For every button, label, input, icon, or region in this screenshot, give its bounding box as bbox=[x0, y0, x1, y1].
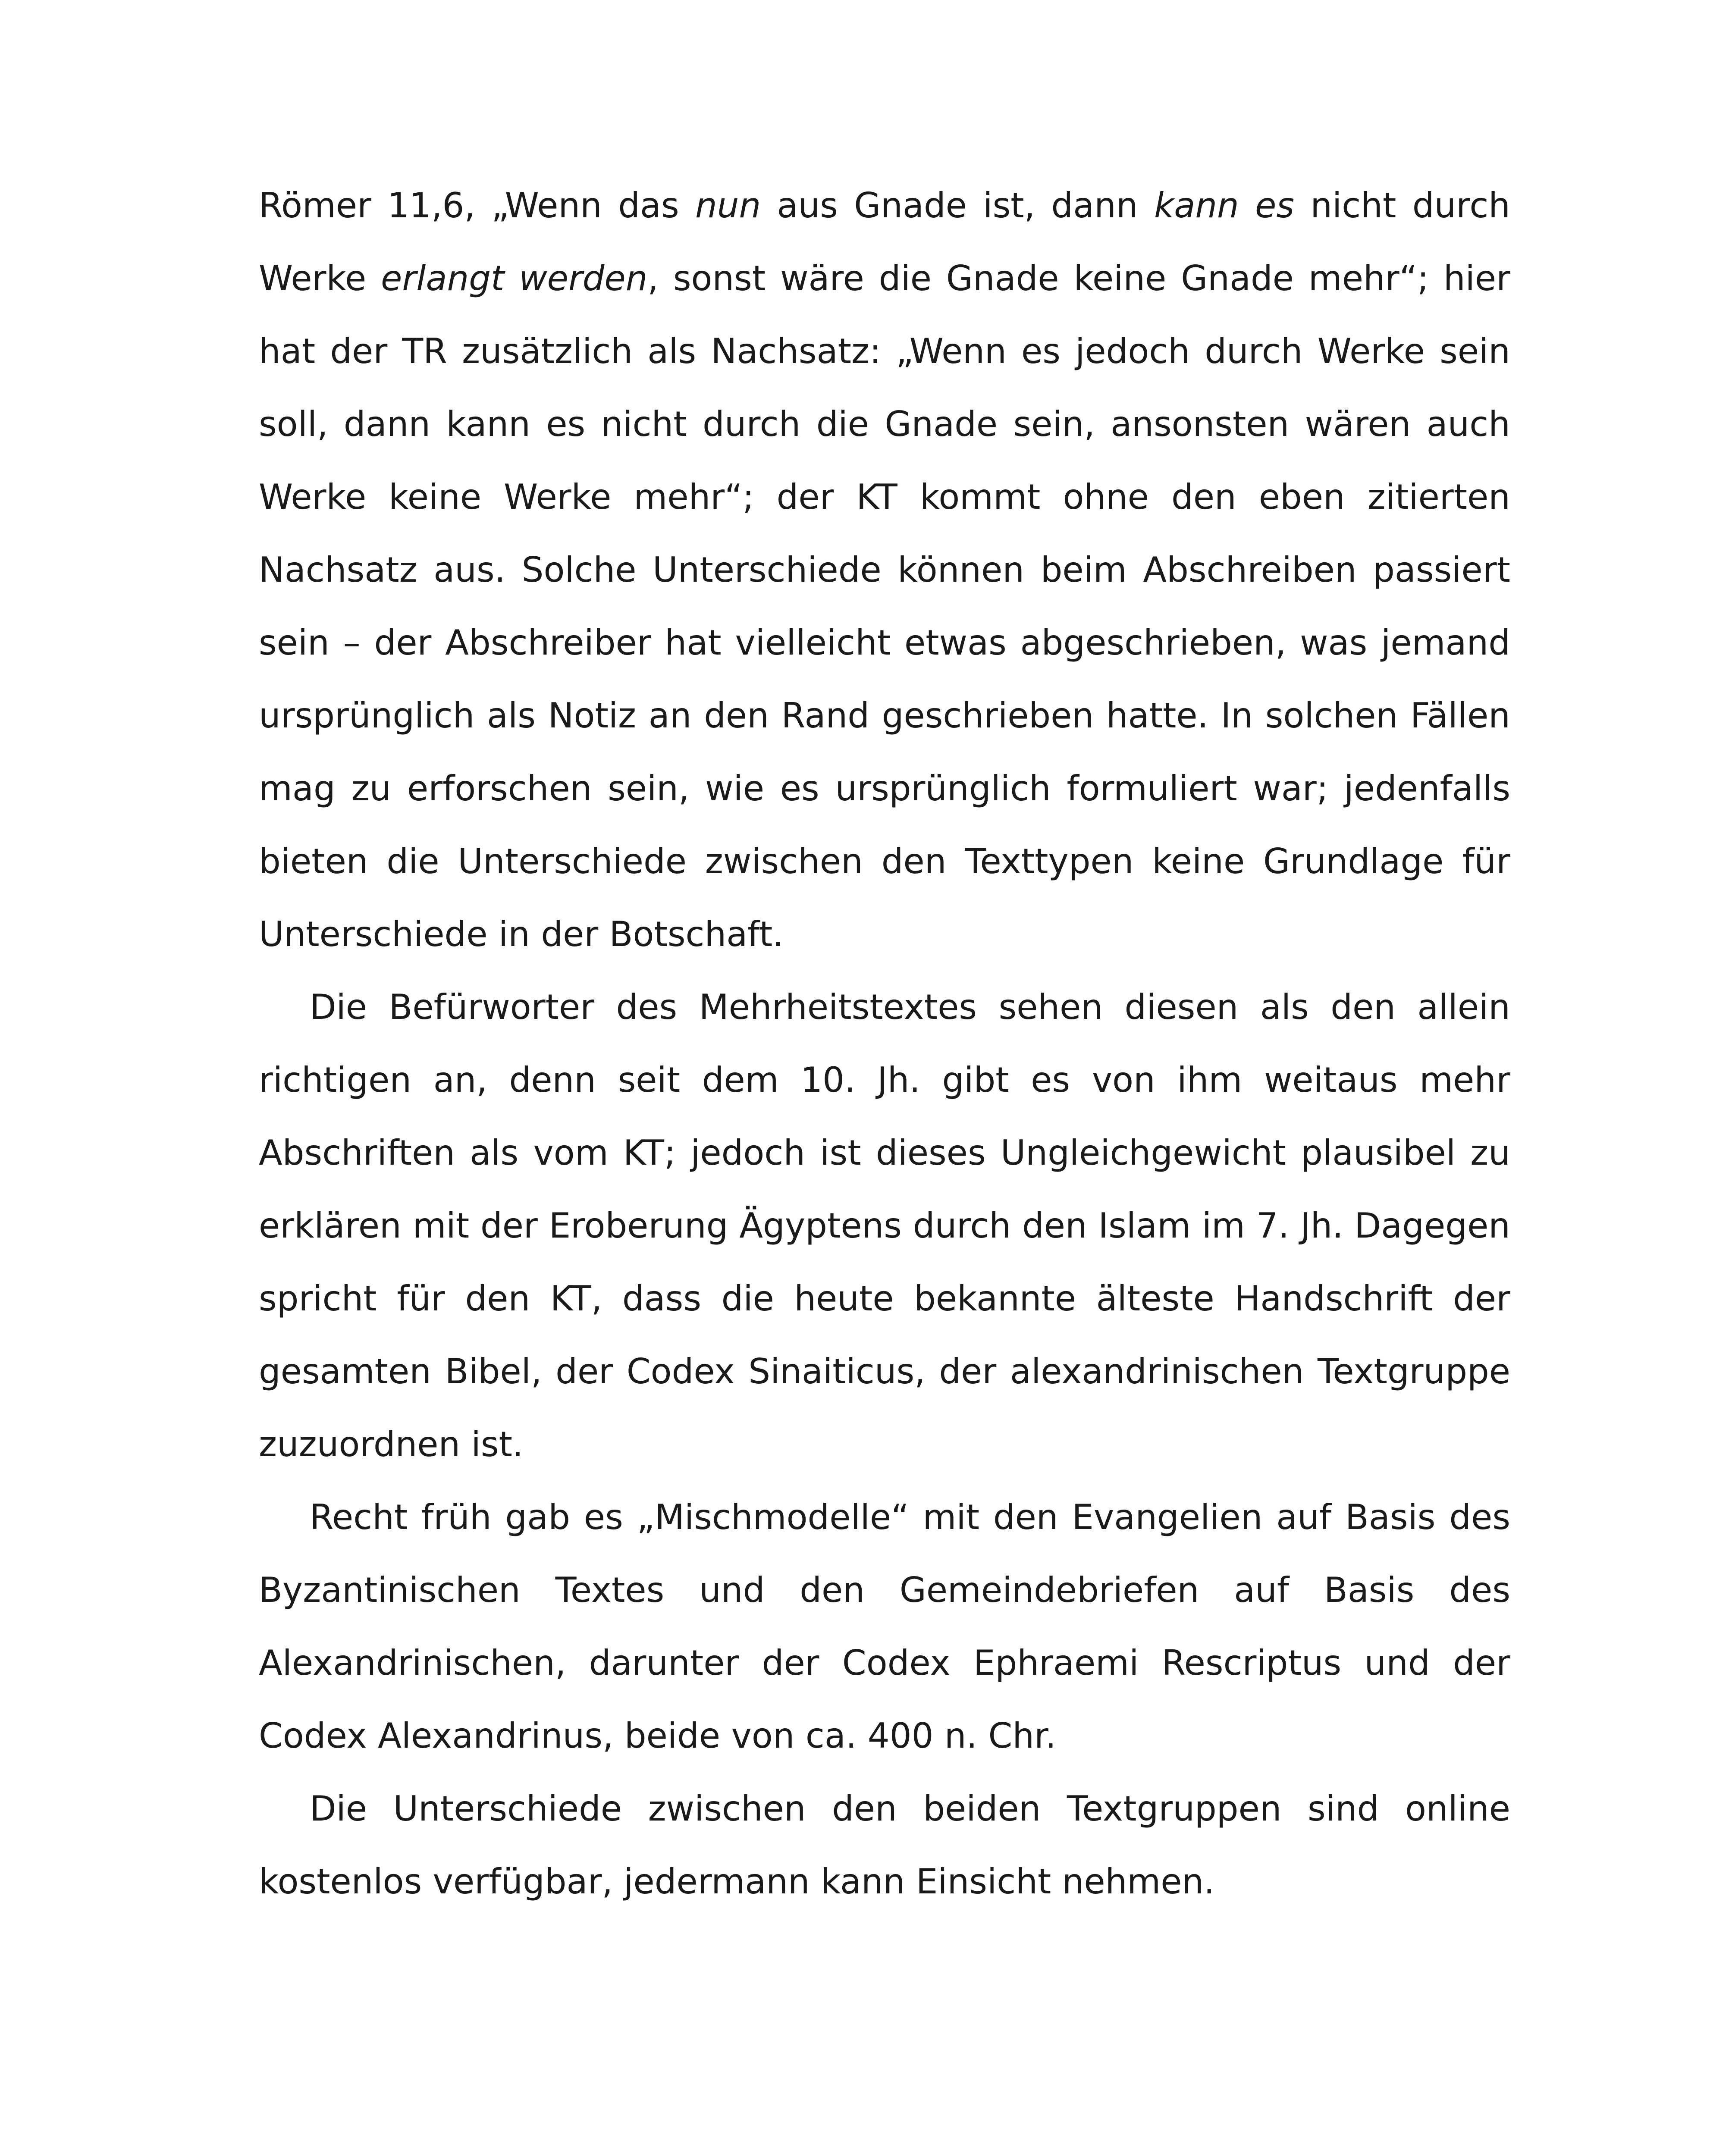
paragraph-4 bbox=[259, 1772, 1510, 1918]
text-segment: Recht früh gab es „Mischmodelle“ mit den Evangelien auf Basis des Byzantinischen Textes und den Gemeindebriefen auf Basis des Alexandrinischen, darunter der Codex Ephraemi Rescriptus und der Codex Alexandrinus, beide von ca. 400 n. Chr. bbox=[259, 1497, 1510, 1756]
text-segment: aus Gnade ist, dann bbox=[761, 185, 1154, 226]
text-segment: Die Unterschiede zwischen den beiden Textgruppen sind online kostenlos verfügbar, jedermann kann Einsicht nehmen. bbox=[259, 1789, 1510, 1902]
italic-segment: kann es bbox=[1154, 185, 1294, 226]
text-segment: nicht durch Werke bbox=[259, 185, 1510, 298]
text-segment: Die Befürworter des Mehrheitstextes sehen diesen als den allein richtigen an, denn seit dem 10. Jh. gibt es von ihm weitaus mehr Abschriften als vom KT; jedoch ist dieses Ungleichgewicht plausibel zu erklären mit der Eroberung Ägyptens durch den Islam im 7. Jh. Dagegen spricht für den KT, dass die heute bekannte älteste Handschrift der gesamten Bibel, der Codex Sinaiticus, der alexandrinischen Textgruppe zuzuordnen ist. bbox=[259, 987, 1510, 1464]
paragraph-1 bbox=[259, 169, 1510, 971]
body-text bbox=[259, 169, 1510, 1918]
italic-segment: nun bbox=[695, 185, 761, 226]
text-segment: , sonst wäre die Gnade keine Gnade mehr“; hier hat der TR zusätzlich als Nachsatz: „Wenn es jedoch durch Werke sein soll, dann kann es nicht durch die Gnade sein, ansonsten wären auch Werke keine Werke mehr“; der KT kommt ohne den eben zitierten Nachsatz aus. Solche Unterschiede können beim Abschreiben passiert sein – der Abschreiber hat vielleicht etwas abgeschrieben, was jemand ursprünglich als Notiz an den Rand geschrieben hatte. In solchen Fällen mag zu erforschen sein, wie es ursprünglich formuliert war; jedenfalls bieten die Unterschiede zwischen den Texttypen keine Grundlage für Unterschiede in der Botschaft. bbox=[259, 258, 1510, 954]
text-segment: Römer 11,6, „Wenn das bbox=[259, 185, 696, 226]
paragraph-3 bbox=[259, 1481, 1510, 1772]
italic-segment: erlangt werden bbox=[381, 258, 648, 298]
paragraph-2 bbox=[259, 971, 1510, 1481]
